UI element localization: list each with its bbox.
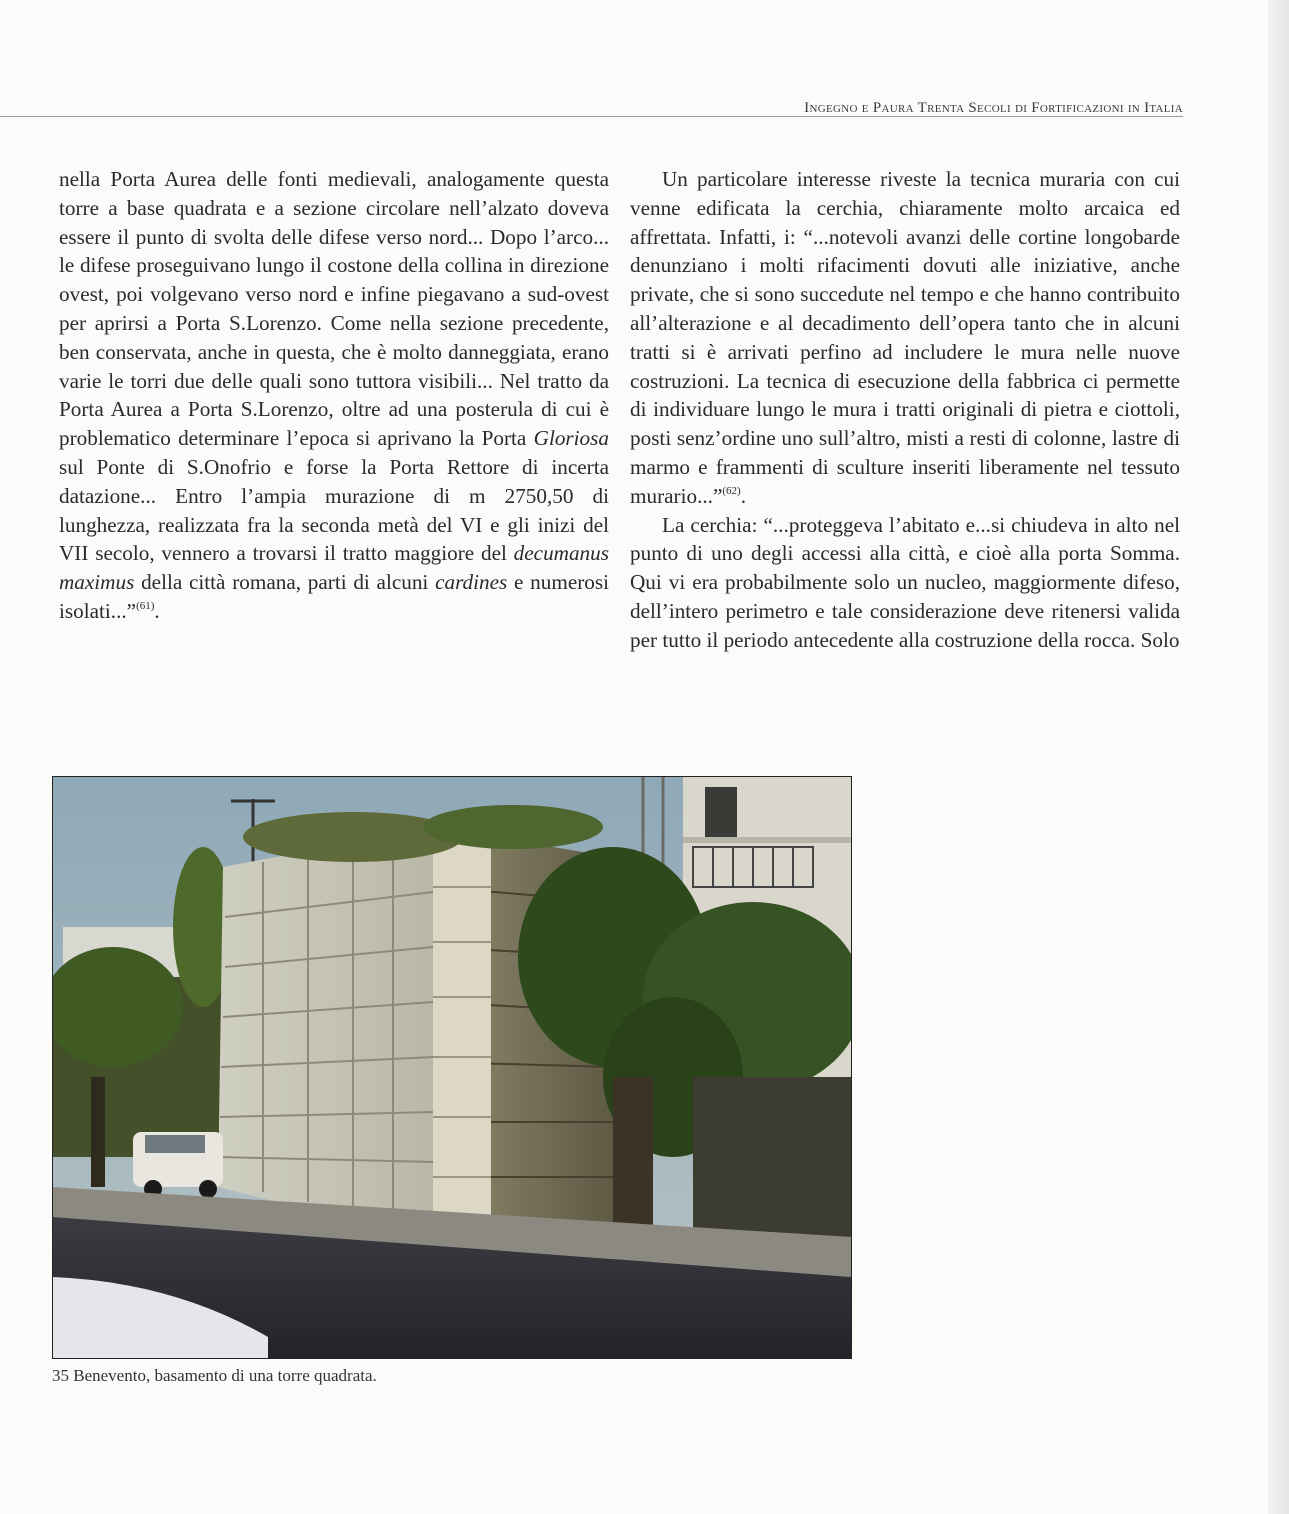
text-run: . (154, 598, 160, 623)
left-paragraph (59, 165, 609, 626)
text-run: della città romana, parti di alcuni (134, 570, 436, 595)
right-paragraph-1 (630, 165, 1180, 511)
running-head: Ingegno e Paura Trenta Secoli di Fortificazioni in Italia (804, 100, 1183, 116)
footnote-ref: (61) (136, 599, 155, 612)
right-paragraph-2: La cerchia: “...proteggeva l’abitato e...si chiudeva in alto nel punto di uno degli accessi alla città, e cioè alla porta Somma. Qui vi era probabilmente solo un nucleo, maggiormente difeso, dell’intero perimetro e tale considerazione deve ritenersi valida per tutto il periodo antecedente alla costruzione della rocca. Solo (630, 512, 1180, 652)
right-column (630, 165, 1180, 655)
italic-term: cardines (435, 570, 508, 595)
text-run: sul Ponte di S.Onofrio e forse la Porta Rettore di incerta datazione... Entro l’ampia murazione di m 2750,50 di lunghezza, realizzata fra la seconda metà del VI e gli inizi del VII secolo, vennero a trovarsi il tratto maggiore del (59, 454, 609, 566)
header-rule (0, 116, 1183, 117)
text-run: e numerosi isolati...” (59, 570, 610, 623)
text-run: nella Porta Aurea delle fonti medievali, analogamente questa torre a base quadrata e a sezione circolare nell’alzato doveva essere il punto di svolta delle difese verso nord... Dopo l’arco... le difese proseguivano lungo il costone della collina in direzione ovest, poi volgevano verso nord e infine piegavano a sud-ovest per aprirsi a Porta S.Lorenzo. Come nella sezione precedente, ben conservata, anche in questa, che è molto danneggiata, erano varie le torri due delle quali sono tuttora visibili... Nel tratto da Porta Aurea a Porta S.Lorenzo, oltre ad una posterula di cui è problematico determinare l’epoca si aprivano la Porta (59, 167, 609, 451)
tower-photograph (52, 776, 852, 1359)
italic-term: Gloriosa (533, 426, 609, 451)
page-edge-shadow (1268, 0, 1289, 1514)
footnote-ref: (62) (722, 484, 741, 497)
text-run: Un particolare interesse riveste la tecnica muraria con cui venne edificata la cerchia, chiaramente molto arcaica ed affrettata. Infatti, i: “...notevoli avanzi delle cortine longobarde denunziano i molti rifacimenti dovuti alle iniziative, anche private, che si sono succedute nel tempo e che hanno contribuito all’alterazione e al decadimento dell’opera tanto che in alcuni tratti si è arrivati perfino ad includere le mura nelle nuove costruzioni. La tecnica di esecuzione della fabbrica ci permette di individuare lungo le mura i tratti originali di pietra e ciottoli, posti senz’ordine uno sull’altro, misti a resti di colonne, lastre di marmo e frammenti di sculture inseriti liberamente nel tessuto murario...” (630, 167, 1180, 508)
figure-caption: 35 Benevento, basamento di una torre quadrata. (52, 1366, 377, 1385)
left-column (59, 165, 609, 626)
text-run: . (740, 483, 746, 508)
italic-term: decumanus maximus (59, 541, 609, 595)
